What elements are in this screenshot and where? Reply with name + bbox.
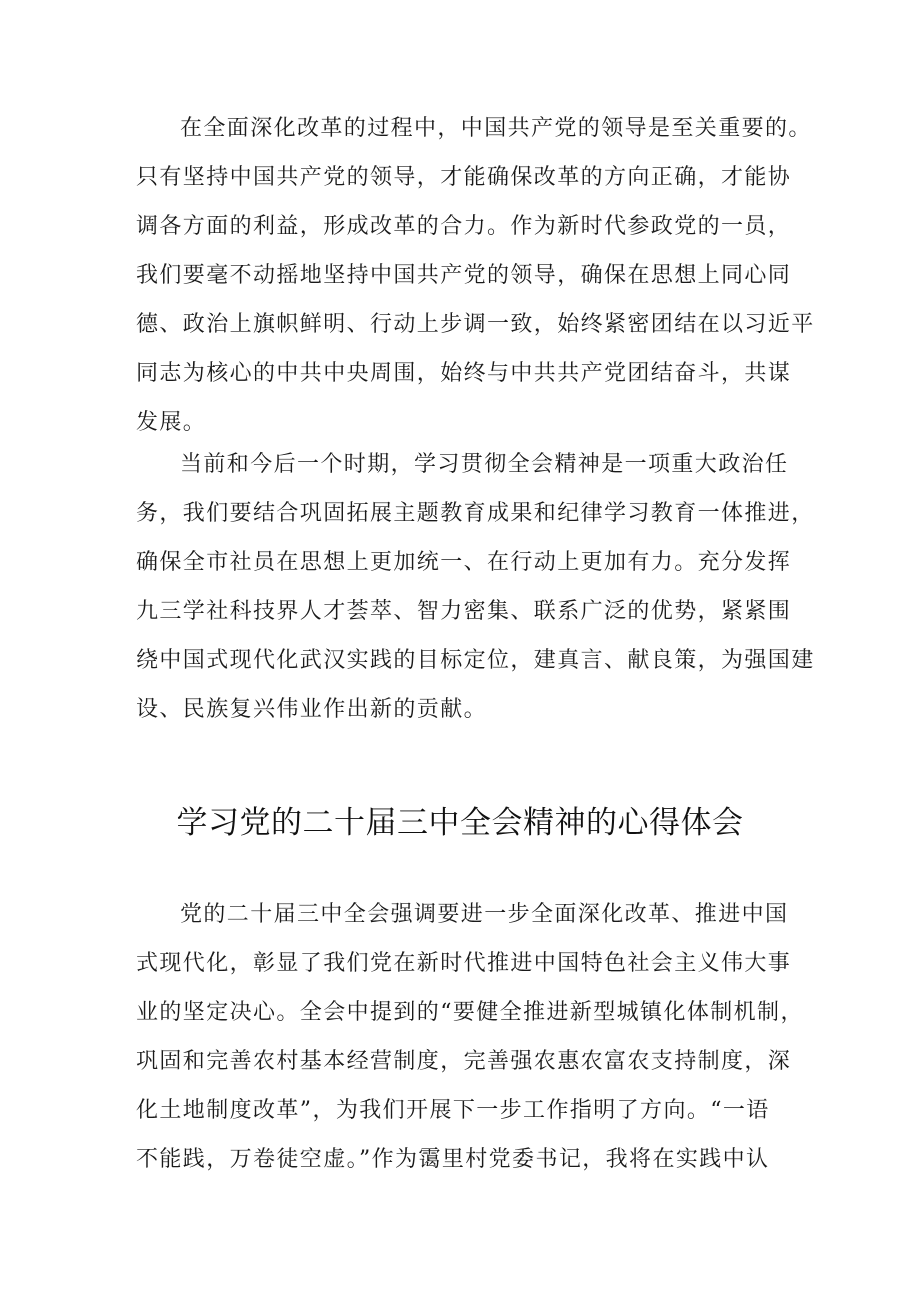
paragraph-line: 德、政治上旗帜鲜明、行动上步调一致，始终紧密团结在以习近平 xyxy=(136,312,815,337)
paragraph-reform-leadership xyxy=(136,104,815,447)
paragraph-study-plenary xyxy=(136,440,815,734)
paragraph-line: 设、民族复兴伟业作出新的贡献。 xyxy=(136,697,488,722)
paragraph-line: 确保全市社员在思想上更加统一、在行动上更加有力。充分发挥 xyxy=(136,550,792,575)
paragraph-line: 化土地制度改革”，为我们开展下一步工作指明了方向。“一语 xyxy=(136,1098,770,1123)
paragraph-line: 我们要毫不动摇地坚持中国共产党的领导，确保在思想上同心同 xyxy=(136,263,792,288)
paragraph-line: 式现代化，彰显了我们党在新时代推进中国特色社会主义伟大事 xyxy=(136,951,792,976)
paragraph-line: 业的坚定决心。全会中提到的“要健全推进新型城镇化体制机制， xyxy=(136,1000,804,1025)
section-heading: 学习党的二十届三中全会精神的心得体会 xyxy=(176,805,744,841)
paragraph-plenary-reflection xyxy=(136,890,804,1184)
paragraph-line: 不能践，万卷徒空虚。”作为霭里村党委书记，我将在实践中认 xyxy=(136,1147,770,1172)
paragraph-line: 务，我们要结合巩固拓展主题教育成果和纪律学习教育一体推进， xyxy=(136,501,815,526)
paragraph-line: 巩固和完善农村基本经营制度，完善强农惠农富农支持制度，深 xyxy=(136,1049,792,1074)
paragraph-line: 只有坚持中国共产党的领导，才能确保改革的方向正确，才能协 xyxy=(136,165,792,190)
paragraph-line: 调各方面的利益，形成改革的合力。作为新时代参政党的一员， xyxy=(136,214,792,239)
paragraph-line: 绕中国式现代化武汉实践的目标定位，建真言、献良策，为强国建 xyxy=(136,648,815,673)
paragraph-line: 九三学社科技界人才荟萃、智力密集、联系广泛的优势，紧紧围 xyxy=(136,599,792,624)
paragraph-line: 党的二十届三中全会强调要进一步全面深化改革、推进中国 xyxy=(180,902,789,927)
paragraph-line: 在全面深化改革的过程中，中国共产党的领导是至关重要的。 xyxy=(180,116,812,141)
paragraph-line: 当前和今后一个时期，学习贯彻全会精神是一项重大政治任 xyxy=(180,452,789,477)
paragraph-line: 同志为核心的中共中央周围，始终与中共共产党团结奋斗，共谋 xyxy=(136,361,792,386)
paragraph-line: 发展。 xyxy=(136,410,207,435)
